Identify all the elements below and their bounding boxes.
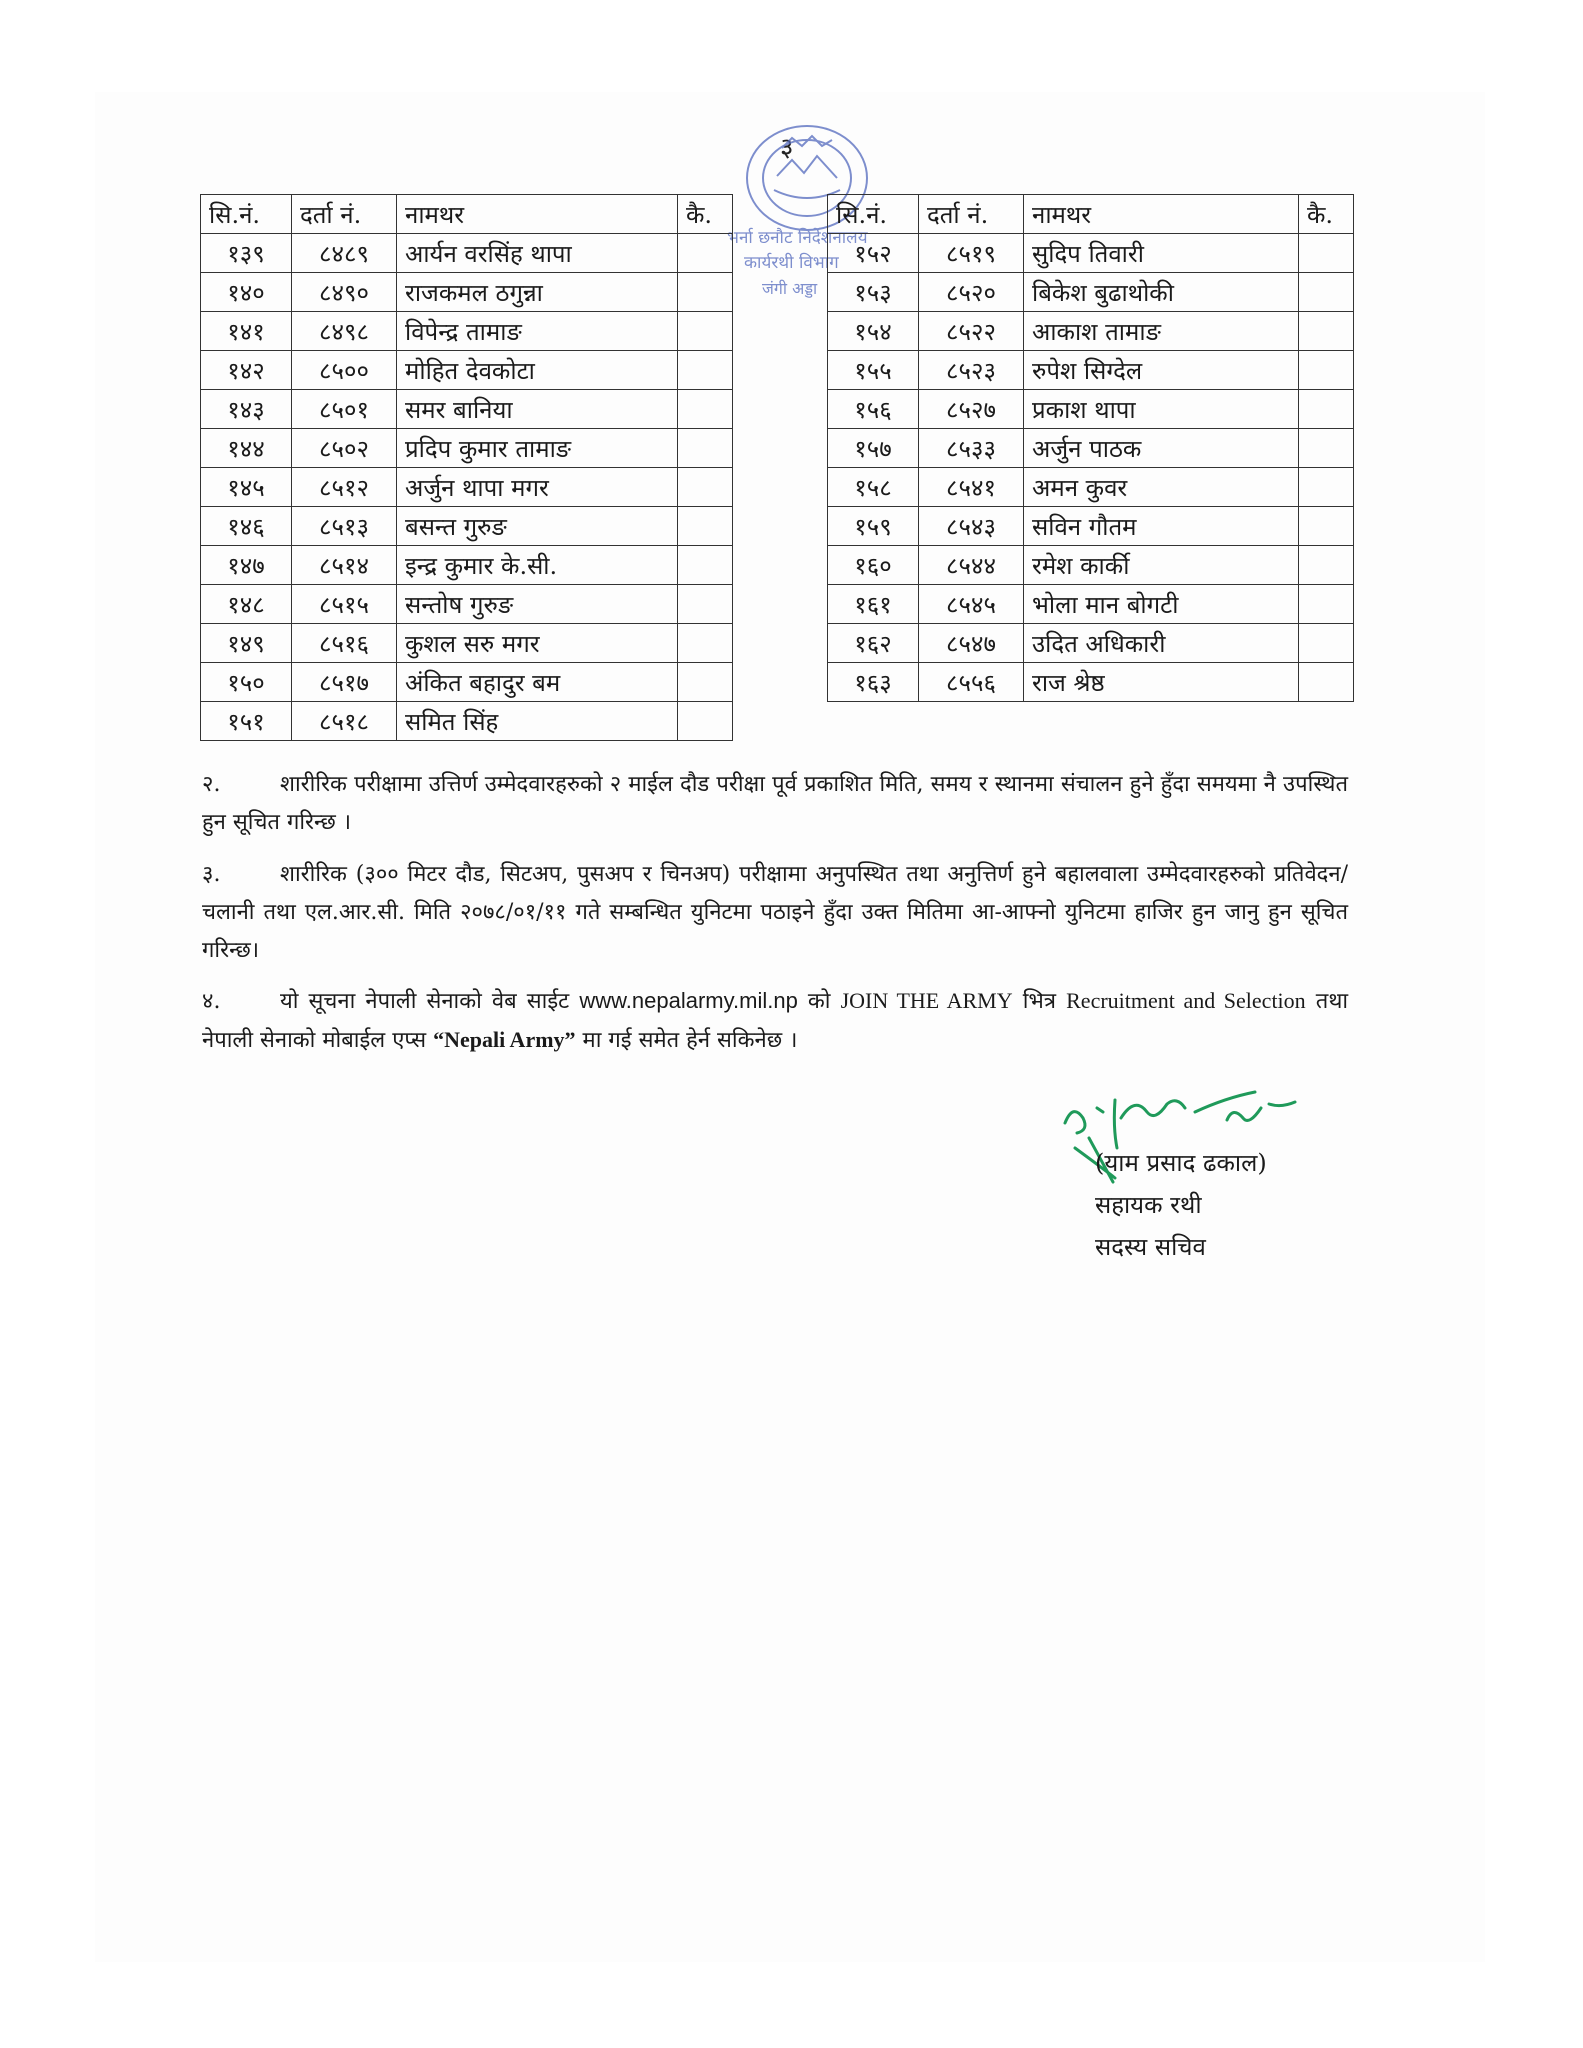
name-cell: सुदिप तिवारी	[1024, 234, 1299, 273]
remarks-cell	[678, 624, 733, 663]
header-serial: सि.नं.	[201, 195, 292, 234]
serial-cell: १५०	[201, 663, 292, 702]
reg-cell: ८५३३	[919, 429, 1024, 468]
stamp-line-2: कार्यरथी विभाग	[744, 253, 839, 273]
serial-cell: १४९	[201, 624, 292, 663]
paragraph-text: तथा नेपाली सेनाको मोबाईल एप्स	[202, 989, 1349, 1053]
remarks-cell	[1299, 468, 1354, 507]
table-row	[201, 273, 733, 312]
header-reg-no: दर्ता नं.	[919, 195, 1024, 234]
serial-cell: १४४	[201, 429, 292, 468]
table-row	[201, 390, 733, 429]
reg-cell: ८४९८	[292, 312, 397, 351]
reg-cell: ८५४५	[919, 585, 1024, 624]
table-row	[828, 546, 1354, 585]
serial-cell: १५३	[828, 273, 919, 312]
serial-cell: १४३	[201, 390, 292, 429]
serial-cell: १४७	[201, 546, 292, 585]
serial-cell: १६३	[828, 663, 919, 702]
name-cell: अर्जुन पाठक	[1024, 429, 1299, 468]
serial-cell: १४१	[201, 312, 292, 351]
header-name: नामथर	[397, 195, 678, 234]
reg-cell: ८५४१	[919, 468, 1024, 507]
reg-cell: ८४८९	[292, 234, 397, 273]
name-cell: रमेश कार्की	[1024, 546, 1299, 585]
reg-cell: ८५१६	[292, 624, 397, 663]
serial-cell: १५८	[828, 468, 919, 507]
serial-cell: १४८	[201, 585, 292, 624]
serial-cell: १५२	[828, 234, 919, 273]
header-reg-no: दर्ता नं.	[292, 195, 397, 234]
remarks-cell	[1299, 624, 1354, 663]
name-cell: कुशल सरु मगर	[397, 624, 678, 663]
reg-cell: ८४९०	[292, 273, 397, 312]
reg-cell: ८५२७	[919, 390, 1024, 429]
notice-paragraph-4	[202, 982, 1348, 1060]
table-row	[828, 312, 1354, 351]
table-row	[201, 663, 733, 702]
serial-cell: १४५	[201, 468, 292, 507]
remarks-cell	[678, 234, 733, 273]
page-number: ३	[780, 133, 794, 163]
serial-cell: १५९	[828, 507, 919, 546]
serial-cell: १६२	[828, 624, 919, 663]
table-row	[201, 624, 733, 663]
serial-cell: १४२	[201, 351, 292, 390]
table-row	[828, 663, 1354, 702]
reg-cell: ८५०१	[292, 390, 397, 429]
table-row	[201, 312, 733, 351]
candidate-table-right	[827, 194, 1354, 702]
signatory-role: सदस्य सचिव	[1095, 1233, 1206, 1261]
paragraph-text: शारीरिक (३०० मिटर दौड, सिटअप, पुसअप र चिनअप) परीक्षामा अनुपस्थित तथा अनुत्तिर्ण हुने बहालवाला उम्मेदवारहरुको प्रतिवेदन/चलानी तथा एल.आर.सी. मिति २०७८/०१/११ गते सम्बन्धित युनिटमा पठाइने हुँदा उक्त मितिमा आ-आफ्नो युनिटमा हाजिर हुन जानु हुन सूचित गरिन्छ।	[202, 862, 1348, 963]
name-cell: भोला मान बोगटी	[1024, 585, 1299, 624]
paragraph-text: को	[807, 989, 831, 1014]
reg-cell: ८५१४	[292, 546, 397, 585]
serial-cell: १५६	[828, 390, 919, 429]
paragraph-text: शारीरिक परीक्षामा उत्तिर्ण उम्मेदवारहरुको २ माईल दौड परीक्षा पूर्व प्रकाशित मिति, समय र स्थानमा संचालन हुने हुँदा समयमा नै उपस्थित हुन सूचित गरिन्छ ।	[202, 772, 1348, 835]
paragraph-text: मा गई समेत हेर्न सकिनेछ ।	[582, 1028, 798, 1053]
table-row	[828, 351, 1354, 390]
remarks-cell	[1299, 273, 1354, 312]
serial-cell: १४६	[201, 507, 292, 546]
reg-cell: ८५०२	[292, 429, 397, 468]
table-row	[201, 468, 733, 507]
header-serial: सि.नं.	[828, 195, 919, 234]
reg-cell: ८५१७	[292, 663, 397, 702]
reg-cell: ८५४३	[919, 507, 1024, 546]
name-cell: राज श्रेष्ठ	[1024, 663, 1299, 702]
remarks-cell	[1299, 546, 1354, 585]
name-cell: अंकित बहादुर बम	[397, 663, 678, 702]
serial-cell: १४०	[201, 273, 292, 312]
name-cell: सन्तोष गुरुङ	[397, 585, 678, 624]
reg-cell: ८५१९	[919, 234, 1024, 273]
reg-cell: ८५००	[292, 351, 397, 390]
table-row	[201, 702, 733, 741]
paragraph-number: ३.	[202, 862, 221, 887]
name-cell: उदित अधिकारी	[1024, 624, 1299, 663]
serial-cell: १३९	[201, 234, 292, 273]
remarks-cell	[678, 390, 733, 429]
table-row	[201, 351, 733, 390]
paragraph-number: ४.	[202, 989, 221, 1014]
notice-paragraph-2	[202, 766, 1348, 842]
stamp-line-3: जंगी अड्डा	[762, 279, 818, 298]
name-cell: अमन कुवर	[1024, 468, 1299, 507]
name-cell: इन्द्र कुमार के.सी.	[397, 546, 678, 585]
remarks-cell	[678, 702, 733, 741]
table-header-row	[828, 195, 1354, 234]
remarks-cell	[1299, 351, 1354, 390]
table-row	[828, 390, 1354, 429]
name-cell: प्रदिप कुमार तामाङ	[397, 429, 678, 468]
table-row	[828, 234, 1354, 273]
remarks-cell	[678, 663, 733, 702]
reg-cell: ८५१२	[292, 468, 397, 507]
header-name: नामथर	[1024, 195, 1299, 234]
app-name: “Nepali Army”	[433, 1027, 576, 1052]
paragraph-text: भित्र	[1022, 989, 1057, 1014]
name-cell: विपेन्द्र तामाङ	[397, 312, 678, 351]
candidate-table-left	[200, 194, 733, 741]
website-link[interactable]: www.nepalarmy.mil.np	[579, 988, 798, 1013]
remarks-cell	[1299, 585, 1354, 624]
reg-cell: ८५२३	[919, 351, 1024, 390]
signatory-block	[1095, 1142, 1267, 1268]
table-row	[201, 234, 733, 273]
header-remarks: कै.	[1299, 195, 1354, 234]
remarks-cell	[1299, 234, 1354, 273]
name-cell: आकाश तामाङ	[1024, 312, 1299, 351]
table-row	[828, 585, 1354, 624]
header-remarks: कै.	[678, 195, 733, 234]
table-row	[828, 429, 1354, 468]
reg-cell: ८५५६	[919, 663, 1024, 702]
remarks-cell	[1299, 663, 1354, 702]
serial-cell: १५५	[828, 351, 919, 390]
notice-paragraph-3	[202, 856, 1348, 970]
paragraph-text: यो सूचना नेपाली सेनाको वेब साईट	[280, 989, 570, 1014]
name-cell: अर्जुन थापा मगर	[397, 468, 678, 507]
remarks-cell	[678, 546, 733, 585]
table-row	[201, 585, 733, 624]
signatory-name: (याम प्रसाद ढकाल)	[1095, 1149, 1267, 1177]
join-army-text: JOIN THE ARMY	[840, 988, 1013, 1013]
table-row	[828, 468, 1354, 507]
serial-cell: १६०	[828, 546, 919, 585]
remarks-cell	[1299, 312, 1354, 351]
table-row	[201, 429, 733, 468]
reg-cell: ८५२२	[919, 312, 1024, 351]
serial-cell: १६१	[828, 585, 919, 624]
remarks-cell	[678, 351, 733, 390]
remarks-cell	[1299, 507, 1354, 546]
reg-cell: ८५१५	[292, 585, 397, 624]
table-row	[828, 273, 1354, 312]
reg-cell: ८५१३	[292, 507, 397, 546]
reg-cell: ८५२०	[919, 273, 1024, 312]
name-cell: समर बानिया	[397, 390, 678, 429]
paragraph-number: २.	[202, 772, 221, 797]
serial-cell: १५१	[201, 702, 292, 741]
remarks-cell	[678, 429, 733, 468]
table-row	[828, 507, 1354, 546]
stamp-line-1: भर्ना छनौट निर्देशनालय	[727, 228, 868, 248]
reg-cell: ८५४७	[919, 624, 1024, 663]
name-cell: प्रकाश थापा	[1024, 390, 1299, 429]
remarks-cell	[678, 585, 733, 624]
remarks-cell	[678, 507, 733, 546]
serial-cell: १५४	[828, 312, 919, 351]
table-row	[201, 507, 733, 546]
remarks-cell	[678, 468, 733, 507]
table-row	[828, 624, 1354, 663]
name-cell: राजकमल ठगुन्ना	[397, 273, 678, 312]
table-row	[201, 546, 733, 585]
remarks-cell	[678, 312, 733, 351]
name-cell: बिकेश बुढाथोकी	[1024, 273, 1299, 312]
table-header-row	[201, 195, 733, 234]
name-cell: रुपेश सिग्देल	[1024, 351, 1299, 390]
remarks-cell	[1299, 390, 1354, 429]
signatory-rank: सहायक रथी	[1095, 1191, 1202, 1219]
name-cell: सविन गौतम	[1024, 507, 1299, 546]
recruitment-selection-text: Recruitment and Selection	[1066, 988, 1306, 1013]
reg-cell: ८५४४	[919, 546, 1024, 585]
remarks-cell	[1299, 429, 1354, 468]
reg-cell: ८५१८	[292, 702, 397, 741]
name-cell: बसन्त गुरुङ	[397, 507, 678, 546]
serial-cell: १५७	[828, 429, 919, 468]
remarks-cell	[678, 273, 733, 312]
name-cell: आर्यन वरसिंह थापा	[397, 234, 678, 273]
name-cell: मोहित देवकोटा	[397, 351, 678, 390]
name-cell: समित सिंह	[397, 702, 678, 741]
